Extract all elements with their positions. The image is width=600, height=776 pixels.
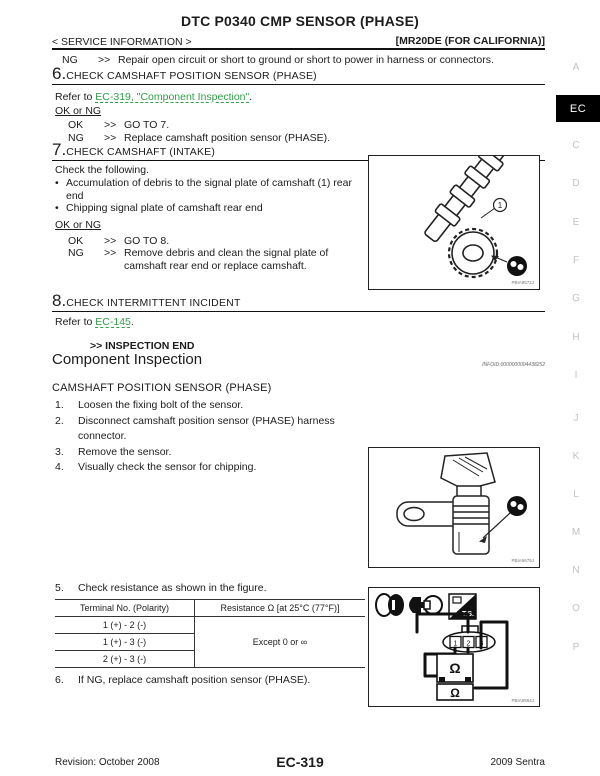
step-number: 8. — [52, 291, 67, 310]
bullet-text: Accumulation of debris to the signal plate of camshaft (1) rear end — [66, 177, 352, 202]
step-title: CHECK CAMSHAFT (INTAKE) — [66, 146, 216, 158]
terminal-cell: 1 (+) - 3 (-) — [55, 634, 195, 651]
step-no: 2. — [55, 414, 64, 427]
list-item — [55, 177, 367, 202]
figure-resistance-check — [368, 587, 540, 707]
figure-cmp-sensor — [368, 447, 540, 568]
margin-tab-ec-active: EC — [556, 95, 600, 122]
step-7-body — [55, 164, 367, 272]
list-item — [55, 202, 367, 215]
step-text: Check resistance as shown in the figure. — [78, 582, 267, 594]
margin-tab-m: M — [571, 527, 581, 538]
margin-tab-g: G — [572, 293, 580, 304]
step-text: Remove the sensor. — [78, 445, 172, 458]
numbered-step — [55, 673, 385, 689]
result-label: OK — [68, 234, 84, 247]
bullet-text: Chipping signal plate of camshaft rear end — [66, 202, 263, 214]
step-text: Loosen the fixing bolt of the sensor. — [78, 399, 244, 411]
step-text: Disconnect camshaft position sensor (PHASE) harness connector. — [78, 414, 335, 442]
result-arrow: >> — [104, 247, 117, 259]
resistance-cell: Except 0 or ∞ — [195, 617, 366, 668]
step-title: CHECK CAMSHAFT POSITION SENSOR (PHASE) — [66, 70, 317, 82]
resistance-table — [55, 599, 365, 668]
ohmmeter-2 — [437, 684, 473, 700]
bullet-marker: • — [55, 202, 59, 214]
refer-prefix: Refer to — [55, 91, 96, 103]
header-rule — [52, 48, 545, 50]
camshaft-illustration — [369, 156, 538, 288]
numbered-step — [55, 460, 367, 476]
table-header-terminal: Terminal No. (Polarity) — [55, 600, 195, 617]
inspection-end-label: >> INSPECTION END — [90, 340, 195, 352]
result-label: NG — [68, 131, 84, 144]
magnified-detail-icon — [507, 256, 527, 276]
step-no: 6. — [55, 674, 64, 686]
result-label: NG — [62, 54, 78, 66]
cmp-sensor-illustration — [369, 448, 538, 566]
refer-prefix: Refer to — [55, 316, 96, 328]
result-text: Remove debris and clean the signal plate of camshaft rear end or replace camshaft. — [124, 247, 329, 272]
revision-label: Revision: October 2008 — [55, 757, 160, 768]
result-arrow: >> — [104, 119, 117, 131]
table-header-resistance: Resistance Ω [at 25°C (77°F)] — [220, 603, 340, 613]
step-number: 7. — [52, 140, 67, 159]
step-no: 5. — [55, 582, 64, 594]
infoid-code: INFOID:0000000004438252 — [482, 362, 545, 368]
table-row — [55, 617, 365, 634]
engine-variant-label: [MR20DE (FOR CALIFORNIA)] — [395, 35, 545, 47]
step-text: If NG, replace camshaft position sensor (PHASE). — [78, 674, 311, 686]
ohm-symbol: Ω — [450, 686, 460, 700]
link-ec319-component-inspection[interactable]: EC-319, "Component Inspection" — [95, 91, 250, 103]
figure-id: PBIA9584J — [511, 698, 534, 703]
resistance-circuit-illustration — [369, 588, 538, 705]
ohm-symbol: Ω — [449, 660, 461, 676]
figure-id: PBIA9675J — [511, 558, 534, 563]
ok-or-ng-label: OK or NG — [55, 218, 102, 231]
table-header-row — [55, 600, 365, 617]
margin-tab-d: D — [572, 178, 580, 189]
sub-heading: CAMSHAFT POSITION SENSOR (PHASE) — [52, 382, 272, 394]
margin-tab-e: E — [572, 217, 580, 228]
page-title: DTC P0340 CMP SENSOR (PHASE) — [181, 13, 419, 29]
link-ec145[interactable]: EC-145 — [95, 316, 131, 328]
result-label: OK — [68, 119, 84, 131]
result-text: Repair open circuit or short to ground or short to power in harness or connectors. — [118, 54, 494, 66]
step-number: 6. — [52, 64, 67, 83]
result-label: NG — [68, 247, 84, 259]
numbered-step — [55, 445, 367, 461]
refer-suffix: . — [130, 316, 134, 328]
ts-label: T.S. — [461, 611, 474, 618]
step-no: 4. — [55, 461, 64, 473]
numbered-step — [55, 581, 367, 597]
refer-suffix: . — [249, 91, 253, 103]
result-arrow: >> — [98, 54, 111, 66]
margin-tab-o: O — [572, 603, 580, 614]
callout-number: 1 — [497, 201, 503, 210]
ok-or-ng-label: OK or NG — [55, 105, 102, 117]
refer-line — [55, 91, 252, 104]
step-no: 1. — [55, 399, 64, 411]
numbered-step — [55, 414, 367, 445]
step-title: CHECK INTERMITTENT INCIDENT — [66, 297, 241, 309]
breadcrumb: < SERVICE INFORMATION > — [52, 36, 192, 48]
result-text: GO TO 8. — [124, 234, 170, 247]
result-arrow: >> — [104, 131, 117, 144]
step-no: 3. — [55, 445, 64, 458]
margin-tab-k: K — [572, 451, 580, 462]
section-heading: Component Inspection — [52, 351, 203, 368]
connector-icon — [409, 596, 442, 614]
terminal-cell: 2 (+) - 3 (-) — [55, 651, 195, 668]
margin-tab-l: L — [573, 489, 579, 500]
terminal-2: 2 — [466, 640, 471, 648]
ohmmeter-1 — [437, 654, 473, 682]
figure-id: PBIA9572J — [511, 280, 534, 285]
figure-camshaft — [368, 155, 540, 290]
numbered-steps — [55, 398, 367, 476]
terminal-cell: 1 (+) - 2 (-) — [55, 617, 195, 634]
result-row — [68, 235, 367, 248]
result-text: GO TO 7. — [124, 119, 170, 131]
model-label: 2009 Sentra — [490, 757, 545, 768]
step-8-heading — [52, 292, 545, 312]
margin-tab-c: C — [572, 140, 580, 151]
disconnect-icon — [376, 594, 404, 616]
step-6-heading — [52, 65, 545, 85]
margin-tab-h: H — [572, 332, 580, 343]
step-text: Visually check the sensor for chipping. — [78, 461, 257, 473]
page-number: EC-319 — [276, 754, 324, 770]
margin-tab-j: J — [573, 413, 579, 424]
margin-tab-a: A — [572, 62, 580, 73]
result-row — [68, 119, 538, 132]
bullet-marker: • — [55, 177, 59, 189]
terminal-1: 1 — [453, 640, 458, 648]
result-text: Replace camshaft position sensor (PHASE). — [124, 131, 331, 144]
terminal-3: 3 — [479, 640, 484, 648]
margin-tab-i: I — [574, 370, 578, 381]
result-row — [68, 247, 367, 272]
step-intro: Check the following. — [55, 164, 149, 176]
margin-tab-p: P — [572, 642, 580, 653]
numbered-step — [55, 398, 367, 414]
margin-tab-f: F — [572, 255, 580, 266]
refer-line — [55, 316, 134, 329]
result-arrow: >> — [104, 234, 117, 247]
margin-tab-n: N — [572, 565, 580, 576]
